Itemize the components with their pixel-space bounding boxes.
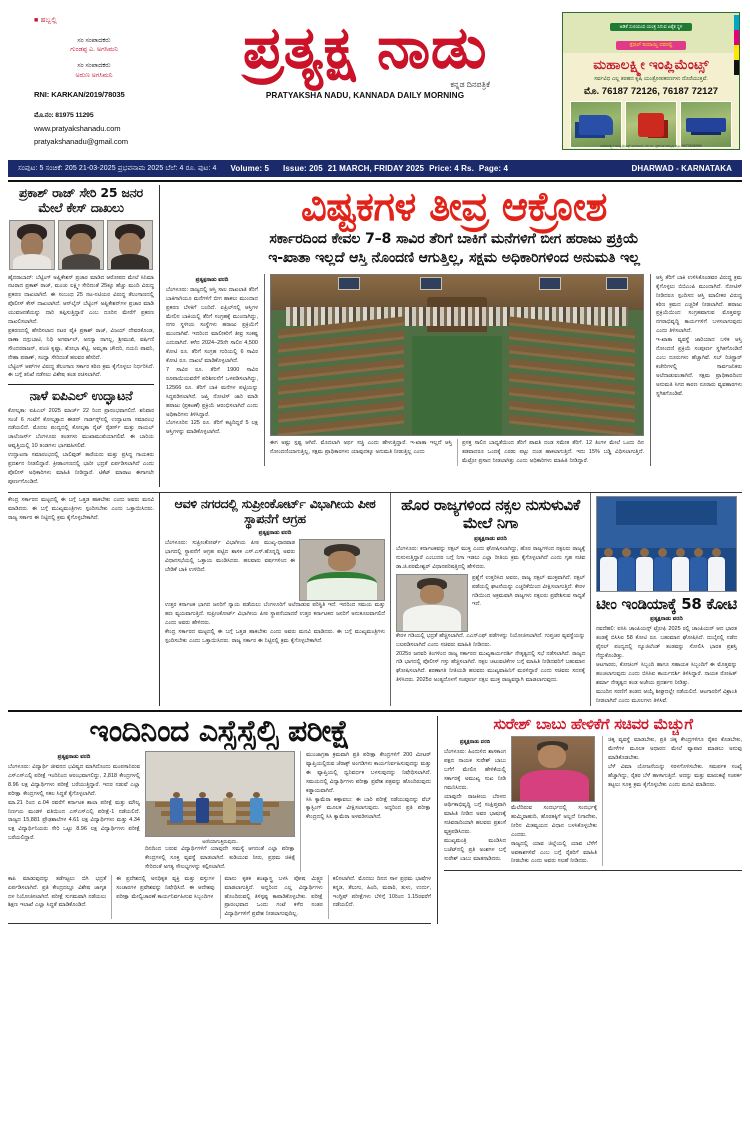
portrait-actor-3 <box>107 220 153 270</box>
lead-body-3: ಬೆಂಗಳೂರಿನ 125 ರೂ. ತೆರಿಗೆ ಕಟ್ಟದಿದ್ದರೆ 5 ಲಕ್ಷ ಆಸ್ತಿಗಳನ್ನು ಮಾಡಿಕೊಳ್ಳಲಾಗಿದೆ. <box>166 420 258 436</box>
masthead-advertisement[interactable] <box>562 12 740 150</box>
lead-right-body-1: ಆಸ್ತಿ ತೆರಿಗೆ ಬಾಕಿ ಉಳಿಸಿಕೊಂಡವರ ವಿರುದ್ಧ ಕ್ರಮ ಕೈಗೊಳ್ಳಲು ಬಿಬಿಎಂಪಿ ಮುಂದಾಗಿದೆ. ನೋಟಿಸ್ ನೀಡಿದರೂ ಸ್ಪಂದಿಸದ ಆಸ್ತಿ ಮಾಲೀಕರ ವಿರುದ್ಧ ಕಠಿಣ ಕ್ರಮದ ಎಚ್ಚರಿಕೆ ನೀಡಲಾಗಿದೆ. ಹರಾಜು ಪ್ರಕ್ರಿಯೆಯಿಂದ ಸಂಗ್ರಹವಾಗುವ ಮೊತ್ತವನ್ನು ನಗರಾಭಿವೃದ್ಧಿ ಕಾರ್ಯಗಳಿಗೆ ಬಳಸಲಾಗುವುದು ಎಂದು ತಿಳಿಸಲಾಗಿದೆ. <box>656 274 742 335</box>
sslc-body-2: ಮಾ.21 ರಿಂದ ಏ.04 ರವರೆಗೆ ಕರ್ನಾಟಕ ಶಾಲಾ ಪರೀಕ್ಷೆ ಮತ್ತು ಮೌಲ್ಯ ನಿರ್ಣಯ ಮಂಡಳಿ ವತಿಯಿಂದ ಎಸ್ಎಸ್ಎಲ್ಸಿ ಪರೀಕ್ಷೆ-1 ನಡೆಯಲಿದೆ. ರಾಜ್ಯದ 15,881 ಪ್ರೌಢಶಾಲೆಗಳ 4.61 ಲಕ್ಷ ವಿದ್ಯಾರ್ಥಿಗಳು ಮತ್ತು 4.34 ಲಕ್ಷ ವಿದ್ಯಾರ್ಥಿನಿಯರು ಸೇರಿ ಒಟ್ಟು 8.96 ಲಕ್ಷ ವಿದ್ಯಾರ್ಥಿಗಳು ಪರೀಕ್ಷೆ ಬರೆಯಲಿದ್ದಾರೆ. <box>8 799 140 842</box>
ad-tagline: ಸರ್ವವಿಧ ಎಲ್ಲ ತರಹದ ಕೃಷಿ ಯಂತ್ರೋಪಕರಣಗಳು ದೊರೆಯುತ್ತವೆ. <box>594 76 708 82</box>
publication-info-bar <box>8 160 742 177</box>
ad-phone-line <box>584 86 718 97</box>
sslc-col-1 <box>8 751 140 872</box>
supreme-court-body-2: ಉತ್ತರ ಕರ್ನಾಟಕ ಭಾಗದ ಜನರಿಗೆ ನ್ಯಾಯ ಪಡೆಯಲು ಬೆಂಗಳೂರಿಗೆ ಅಲೆದಾಡುವ ಪರಿಸ್ಥಿತಿ ಇದೆ. ಇದರಿಂದ ಸಮಯ ಮತ್ತು ಹಣ ವ್ಯಯವಾಗುತ್ತಿದೆ. ಸುಪ್ರೀಂಕೋರ್ಟ್ ವಿಭಾಗೀಯ ಪೀಠ ಸ್ಥಾಪನೆಯಾದರೆ ಉತ್ತರ ಕರ್ನಾಟಕದ ಜನರಿಗೆ ಅನುಕೂಲವಾಗಲಿದೆ ಎಂದು ಅವರು ಹೇಳಿದರು. <box>165 602 385 626</box>
supreme-court-body-1: ಬೆಂಗಳೂರು: ಸುಪ್ರೀಂಕೋರ್ಟ್ ವಿಭಾಗೀಯ ಪೀಠ ಮುಖ್ಯ-ಧಾರವಾಡ ಭಾಗದಲ್ಲಿ ಸ್ಥಾಪನೆಗೆ ಆಗ್ರಹ ಪಟ್ಟಿದ ಶಾಸಕ ಎಸ್.ಎಸ್.ಹೊನ್ನದ್ದಿ ಅವರು ವಿಧಾನಸಭೆಯಲ್ಲಿ ಒತ್ತಾಯ ಮಂಡಿಸಿದರು. ಹಲವಾರು ವರ್ಷಗಳಿಂದ ಈ ಬೇಡಿಕೆ ಬಾಕಿ ಉಳಿದಿದೆ. <box>165 540 295 573</box>
ipl-body-2: ಉದ್ಘಾಟನಾ ಸಮಾರಂಭದಲ್ಲಿ ಬಾಲಿವುಡ್ ತಾರೆಯರು ಮತ್ತು ಪ್ರಸಿದ್ಧ ಗಾಯಕರು ಪ್ರದರ್ಶನ ನೀಡಲಿದ್ದಾರೆ. ಕ್ರೀಡಾಂಗಣದಲ್ಲಿ ಭಾರೀ ಭದ್ರತೆ ಏರ್ಪಡಿಸಲಾಗಿದೆ ಎಂದು ಪೊಲೀಸ್ ಅಧಿಕಾರಿಗಳು ಮಾಹಿತಿ ನೀಡಿದ್ದಾರೆ. ಟಿಕೆಟ್ ಮಾರಾಟ ಈಗಾಗಲೇ ಪೂರ್ಣಗೊಂಡಿದೆ. <box>8 452 154 485</box>
suresh-babu-photo <box>511 736 595 802</box>
sslc-body-7: ಈ ಪ್ರದೇಶದಲ್ಲಿ ಅನಧಿಕೃತ ವ್ಯಕ್ತಿ ಮತ್ತು ವಸ್ತುಗಳ ಸಂಚಾರಗಳ ಪ್ರವೇಶವನ್ನು ನಿಷೇಧಿಸಿದೆ. ಈ ಆದೇಶವು ಪರೀಕ್ಷಾ ಮೇಲ್ವಿಚಾರಣೆ ಕಾರ್ಯನಿರ್ವಹಿಸುವ ಸಿಬ್ಬಂದಿಗಳ <box>111 875 214 920</box>
infobar-page: Page: 4 <box>478 164 509 173</box>
editor-block-1 <box>34 36 168 54</box>
ad-top-strip <box>563 13 739 53</box>
sslc-headline[interactable]: ಇಂದಿನಿಂದ ಎಸ್ಸೆಸ್ಸೆಲ್ಸಿ ಪರೀಕ್ಷೆ <box>89 713 350 749</box>
print-color-bar <box>734 15 739 75</box>
rni-number: RNI: KARKAN/2019/78035 <box>34 89 125 99</box>
editor-name-1: ಗುಂಡಪ್ಪ ಎ. ಅಗಸಿಮನಿ <box>70 46 118 54</box>
suresh-body-5: ರಾಜ್ಯದಲ್ಲಿ ಯಾವ ಜಿಲ್ಲೆಯಲ್ಲಿ ಯಾವ ಬೆಳೆಗೆ ಅವಕಾಶಗಳಿವೆ ಎಂಬ ಬಗ್ಗೆ ರೈತರಿಗೆ ಮಾಹಿತಿ ನೀಡಬೇಕು ಎಂದು ಅವರು ಸಲಹೆ ನೀಡಿದರು. <box>511 840 597 865</box>
sslc-col-3 <box>300 751 431 872</box>
ad-pink-banner: ಸ್ಪೆಷಲ್ ರಿಯಾಯ್ತಿ ದರದಲ್ಲಿ <box>616 41 687 50</box>
main-subhead-line-2: ಇ-ಖಾತಾ ಇಲ್ಲದೆ ಆಸ್ತಿ ನೊಂದಣಿ ಆಗುತ್ತಿಲ್ಲ, ಸಕ್ಷಮ ಅಧಿಕಾರಿಗಳಿಂದ ಅನುಮತಿ ಇಲ್ಲ <box>268 249 640 266</box>
ad-phone-numbers: 76187 72126, 76187 72127 <box>601 86 719 97</box>
left-column-continued <box>8 493 160 706</box>
assembly-session-photo <box>270 274 644 436</box>
lead-col-right <box>650 274 742 466</box>
ad-green-banner: ಅಡಿಕೆ ಸುಲಿಯುವ ಯಂತ್ರ ಸಿಗುವ ಏಕೈಕ ಸ್ಥಳ <box>610 23 693 31</box>
masthead-email[interactable]: pratyakshanadu@gmail.com <box>34 136 128 146</box>
masthead-title-block <box>168 10 562 100</box>
lead-body-1: ಬೆಂಗಳೂರು: ರಾಜ್ಯದಲ್ಲಿ ಆಸ್ತಿ ಸಾಲ ದಾಖಲಾತಿ ತೆರಿಗೆ ಬಾಕಿಗಾಗಿಯೂ ಮನೆಗಳಿಗೆ ಬೀಗ ಹಾಕಲು ಮುಂದಾದ ಪ್ರಕರಣ ಬೆಳಕಿಗೆ ಬಂದಿದೆ. ಏಪ್ರಿಲ್‌ನಲ್ಲಿ ಆಸ್ತಿಗಳ ಮೇಲಿನ ಬಾಕಿಯಲ್ಲಿ ತೆರಿಗೆ ಸಂಗ್ರಹಕ್ಕೆ ಮುಂದಾಗಿದ್ದು, ನಗರ ಸ್ಥಳೀಯ ಸಂಸ್ಥೆಗಳು ಹರಾಜು ಪ್ರಕ್ರಿಯೆಗೆ ಮುಂದಾಗಿವೆ. ಇದರಿಂದ ಮಾಲೀಕರಿಗೆ ತೀವ್ರ ಸಂಕಷ್ಟ ಎದುರಾಗಿದೆ. ಕಳೆದ 2024–25ನೇ ಸಾಲಿನ 4,500 ಕೋಟಿ ರೂ. ತೆರಿಗೆ ಸಂಗ್ರಹ ಗುರಿಯಲ್ಲಿ 6 ಸಾವಿರ ಕೋಟಿ ರೂ. ದಾಖಲೆ ಮಾಡಿಕೊಳ್ಳಲಾಗಿದೆ. <box>166 286 258 365</box>
exam-photo-caption: ಅಣಿಯಾಗುತ್ತಿರುವುದು. <box>202 839 238 846</box>
infobar-date: 21 MARCH, FRIDAY 2025 <box>327 164 425 173</box>
naxal-byline: ಪ್ರತ್ಯಕ್ಷನಾಡು ವರದಿ <box>474 535 507 542</box>
editor-label-1: ಸಂ ಸಂಪಾದಕರು <box>77 37 111 45</box>
masthead-bullet <box>34 16 168 26</box>
naxal-body-2: ಪ್ರಶ್ನೆಗೆ ಉತ್ತರಿಸಿದ ಅವರು, ರಾಜ್ಯ ನಕ್ಸಲ್ ಮುಕ್ತವಾಗಿದೆ. ನಕ್ಸಲ್ ಪಡೆಯಲ್ಲಿ ಘಟನೆಯನ್ನು ಎಚ್ಚರಿಕೆಯಿಂದ ವೀಕ್ಷಿಸಲಾಗುತ್ತಿದೆ. ಕೇರಳ ಗಡಿಯಿಂದ ಅಕ್ರಮವಾಗಿ ರಾಜ್ಯಗಳು ನಕ್ಸಲರು ಪ್ರವೇಶಿಸುವ ಸಾಧ್ಯತೆ ಇದೆ. <box>472 574 585 608</box>
team-india-body-2: ಆಟಗಾರರು, ಕೋಚಿಂಗ್ ಸಿಬ್ಬಂದಿ ಹಾಗೂ ಸಹಾಯಕ ಸಿಬ್ಬಂದಿಗೆ ಈ ಮೊತ್ತವನ್ನು ಹಂಚಲಾಗುವುದು ಎಂದು ಬಿಸಿಸಿಐ ಕಾರ್ಯದರ್ಶಿ ತಿಳಿಸಿದ್ದಾರೆ. ನಾಯಕ ರೋಹಿತ್ ಶರ್ಮಾ ನೇತೃತ್ವದ ತಂಡ ಅಜೇಯ ಪ್ರದರ್ಶನ ನೀಡಿತ್ತು. <box>596 662 737 686</box>
suresh-body-2: ಯಾವುದೇ ರಾಜಕೀಯ ಬೆರಳದ ಆರ್ಥಿಕಾಭಿವೃದ್ಧಿ ಬಗ್ಗೆ ಸಂಕ್ಷಿಪ್ತವಾಗಿ ಮಾಹಿತಿ ನೀಡಿದ ಅವರ ಭಾಷಣಕ್ಕೆ ಸಚಿವರಾದಿಯಾಗಿ ಹಲವರು ಪ್ರಶಂಸೆ ವ್ಯಕ್ತಪಡಿಸಿದರು. <box>444 793 506 836</box>
suresh-col-1 <box>444 736 506 866</box>
lead-story-grid <box>166 274 742 466</box>
suresh-babu-story <box>438 716 742 925</box>
ad-product-trailer <box>680 101 732 148</box>
suresh-col-2 <box>511 736 597 866</box>
main-subhead-line-1: ಸರ್ಕಾರದಿಂದ ಕೇವಲ 7–8 ಸಾವಿರ ತೆರಿಗೆ ಬಾಕಿಗೆ ಮನೆಗಳಿಗೆ ಬೀಗ ಹರಾಜು ಪ್ರಕ್ರಿಯೆ <box>269 230 639 247</box>
ipl-body-1: ಕೋಲ್ಕತಾ: ಐಪಿಎಲ್ 2025 ಮಾರ್ಚ್ 22 ರಿಂದ ಪ್ರಾರಂಭವಾಗಲಿದೆ. ಶನಿವಾರ ಸಂಜೆ 6 ಗಂಟೆಗೆ ಕೋಲ್ಕತ್ತಾದ ಈಡನ್ ಗಾರ್ಡನ್ಸ್‌ನಲ್ಲಿ ಉದ್ಘಾಟನಾ ಸಮಾರಂಭ ನಡೆಯಲಿದೆ. ಮೊದಲ ಪಂದ್ಯದಲ್ಲಿ ಕೋಲ್ಕತಾ ನೈಟ್ ರೈಡರ್ಸ್ ಮತ್ತು ರಾಯಲ್ ಚಾಲೆಂಜರ್ಸ್ ಬೆಂಗಳೂರು ತಂಡಗಳು ಮುಖಾಮುಖಿಯಾಗಲಿವೆ. ಈ ಬಾರಿಯ ಆವೃತ್ತಿಯಲ್ಲಿ 10 ತಂಡಗಳು ಭಾಗವಹಿಸಲಿವೆ. <box>8 407 154 450</box>
sslc-footer-rule <box>8 923 431 924</box>
naxal-story <box>390 493 590 706</box>
infobar-volume: Volume: 5 <box>230 164 270 173</box>
infobar-kannada-info: ಸಂಪುಟ: 5 ಸಂಚಿಕೆ: 205 21-03-2025 ಪ್ರಭವನಾಮ 2025 ಬೆಲೆ: 4 ರೂ. ಪುಟ: 4 <box>18 164 217 172</box>
masthead-left-info <box>8 10 168 148</box>
prakash-raj-body-1: ಹೈದರಾಬಾದ್: ಬೆಟ್ಟಿಂಗ್ ಅಪ್ಲಿಕೇಶನ್ ಪ್ರಚಾರ ಮಾಡಿದ ಆರೋಪದ ಮೇಲೆ ಸಿನಿಮಾ ನಟರಾದ ಪ್ರಕಾಶ್ ರಾಜ್, ಮಂಚು ಲಕ್ಷ್ಮೀ ಸೇರಿದಂತೆ 25ಕ್ಕೂ ಹೆಚ್ಚು ಮಂದಿ ವಿರುದ್ಧ ಪ್ರಕರಣ ದಾಖಲಾಗಿದೆ. ಈ ಸಂಬಂಧ 25 ನಟ-ನಟಿಯರ ವಿರುದ್ಧ ತೆಲಂಗಾಣದಲ್ಲಿ ಪೊಲೀಸ್ ಕೇಸ್ ದಾಖಲಾಗಿದೆ. ಆನ್‌ಲೈನ್ ಬೆಟ್ಟಿಂಗ್ ಅಪ್ಲಿಕೇಶನ್‌ಗಳ ಪ್ರಚಾರ ಮಾಡಿ ಯುವಜನತೆಯನ್ನು ದಾರಿ ತಪ್ಪಿಸುತ್ತಿದ್ದಾರೆ ಎಂಬ ದೂರಿನ ಮೇರೆಗೆ ಪ್ರಕರಣ ದಾಖಲಿಸಲಾಗಿದೆ. <box>8 274 154 326</box>
prakash-raj-headline[interactable]: ಪ್ರಕಾಶ್ ರಾಜ್ ಸೇರಿ 25 ಜನರ ಮೇಲೆ ಕೇಸ್ ದಾಖಲು <box>19 185 143 216</box>
main-column <box>160 185 742 487</box>
naxal-minister-photo <box>396 574 468 632</box>
main-headline[interactable]: ವಿಷ್ಟಕಗಳ ತೀವ್ರ ಆಕ್ರೋಶ <box>301 184 607 230</box>
bottom-content-zone <box>8 710 742 925</box>
sslc-lower-columns <box>8 875 431 920</box>
editor-label-2: ಸಂ ಸಂಪಾದಕರು <box>77 62 111 70</box>
supreme-court-headline[interactable]: ಆವಳಿ ನಗರದಲ್ಲಿ ಸುಪ್ರೀಂಕೋರ್ಟ್ ವಿಭಾಗೀಯ ಪೀಠ ಸ್ಥಾಪನೆಗೆ ಆಗ್ರಹ <box>174 495 376 527</box>
masthead-website[interactable]: www.pratyakshanadu.com <box>34 123 121 133</box>
team-india-photo <box>596 496 737 592</box>
infobar-place: DHARWAD - KARNATAKA <box>631 164 732 173</box>
newspaper-subtitle-kn: ಕನ್ನಡ ದಿನಪತ್ರಿಕೆ <box>450 80 490 90</box>
sslc-byline: ಪ್ರತ್ಯಕ್ಷನಾಡು ವರದಿ <box>57 754 91 761</box>
prakash-raj-photos <box>8 220 154 270</box>
main-subhead <box>166 229 742 271</box>
sslc-body-9: ಕಲಿಸಲಾಗಿದೆ. ಮೊದಲು ದಿನದ ಸಾಳ ಪ್ರಥಮ ಭಾಷೆಗಳ ಕನ್ನಡ, ತೆಲುಗು, ಹಿಂದಿ, ಮರಾಠಿ, ತುಳು, ಉರ್ದು, ಇಂಗ್ಲಿಷ್ ಪರೀಕ್ಷೆಗಳು ಬೆಳಿಗ್ಗೆ 10ರಿಂದ 1.15ರವರೆಗೆ ನಡೆಯಲಿದೆ. <box>328 875 431 920</box>
suresh-body-3: ಮುಖ್ಯಮಂತ್ರಿ ಮಂಡಿಸಿದ ಬಜೆಟ್‌ನಲ್ಲಿ ಪ್ರತಿ ಅಂಶಗಳ ಬಗ್ಗೆ ಸುರೇಶ್ ಬಾಬು ಮಾತನಾಡಿದರು. <box>444 838 506 862</box>
masthead <box>8 6 742 158</box>
prakash-raj-body-2: ಪ್ರಕರಣದಲ್ಲಿ ಹೆಸರಿಸಲಾದ ನಟರ ಪೈಕಿ ಪ್ರಕಾಶ್ ರಾಜ್, ವಿಜಯ್ ದೇವರಕೊಂಡ, ರಾಣಾ ದಗ್ಗುಬಾಟಿ, ನಿಧಿ ಅಗರ್ವಾಲ್, ಅನನ್ಯಾ ನಾಗಲ್ಲ, ಶ್ರೀಮುಖಿ, ವರ್ಷಿಣಿ ಸೌಂದರರಾಜನ್, ಪಂಚಿ ಕೃಷ್ಣಾ, ಶೋಭಾ ಶೆಟ್ಟಿ, ಅಮೃತಾ ಚೌದರಿ, ನಯನಿ ಪಾವನಿ, ನೇಹಾ ಪಠಾಣ್, ಸಂಧ್ಯಾ ಸೇರಿದಂತೆ ಹಲವರ ಹೆಸರಿದೆ. <box>8 327 154 361</box>
suresh-body-7: ಬೆಳೆ ವಿಮಾ ಯೋಜನೆಯನ್ನು ಸರಳಗೊಳಿಸಬೇಕು. ಸಮರ್ಪಕ ಸಂಖ್ಯೆ ಹೆಚ್ಚಾಗಿದ್ದು, ರೈತರ ಬೆಳೆ ಹಾಳಾಗುತ್ತಿದೆ. ಅದನ್ನು ಮತ್ತು ಮಾರುಕಟ್ಟೆ ಸಂಪರ್ಕ ತಟ್ಟಲು ಸೂಕ್ತ ಕ್ರಮ ಕೈಗೊಳ್ಳಬೇಕು ಎಂದು ಮನವಿ ಮಾಡಿದರು. <box>608 763 742 788</box>
exam-hall-photo <box>145 751 295 837</box>
lead-col-1 <box>166 274 258 466</box>
suresh-body-6: ಚಿಕ್ಕ ವ್ಯವಸ್ಥೆ ಮಾಡಬೇಕು, ಪ್ರತಿ ಚಿಕ್ಕ ಕೇಂದ್ರಗಳಿಗೂ ರೈತರ ಕೊಡಬೇಕು, ಮೇಳೆಗಳ ಮೂಲಕ ಅಧಾರದ ಮೇಲೆ ವ್ಯಾಪಾರ ಮಾಡಲು ಅನುವು ಮಾಡಿಕೊಡಬೇಕು. <box>608 737 742 761</box>
ad-business-name: ಮಹಾಲಕ್ಷ್ಮೀ ಇಂಪ್ಲಿಮೆಂಟ್ಸ್ <box>593 57 709 72</box>
editor-block-2 <box>34 61 168 79</box>
sslc-body-8: ಮಾನು ಕೃತಕ ಶಂಖ್ಯಾಸ್ತ್ರ ಬಳಸಿ ಪೋಷ ಮಿತ್ರ್ಯರ ಮಾಡಲಾಗುತ್ತಿದೆ. ಅದ್ದರಿಂದ ಎಲ್ಲ ವಿದ್ಯಾರ್ಥಿಗಳು ಹೊಂದಿರುವಲ್ಲಿ ತಿಳಿಸ್ಪಷ್ಟ ಕಾಪಾಡಿಕೊಳ್ಳಬೇಕು. ಪರೀಕ್ಷೆ ಪ್ರಾರಂಭವಾದ ಒಂದು ಗಂಟೆ ಕಳೆದ ನಂತರ ವಿದ್ಯಾರ್ಥಿಗಳಿಗೆ ಪ್ರವೇಶ ನೀಡಲಾಗುವುದಿಲ್ಲ. <box>220 875 323 920</box>
team-india-body-1: ನವದೆಹಲಿ: ಐಸಿಸಿ ಚಾಂಪಿಯನ್ಸ್ ಟ್ರೋಫಿ 2025 ರಲ್ಲಿ ಚಾಂಪಿಯನ್ ಆದ ಭಾರತ ತಂಡಕ್ಕೆ ಬಿಸಿಸಿಐ 58 ಕೋಟಿ ರೂ. ಬಹುಮಾನ ಘೋಷಿಸಿದೆ. ದುಬೈನಲ್ಲಿ ನಡೆದ ಫೈನಲ್ ಪಂದ್ಯದಲ್ಲಿ ನ್ಯೂಜಿಲೆಂಡ್ ತಂಡವನ್ನು ಸೋಲಿಸಿ ಭಾರತ ಪ್ರಶಸ್ತಿ ಗೆದ್ದುಕೊಂಡಿತ್ತು. <box>596 626 737 660</box>
sslc-col-photo <box>145 751 295 872</box>
lead-byline: ಪ್ರತ್ಯಕ್ಷನಾಡು ವರದಿ <box>195 276 229 283</box>
lead-right-body-2: ಇ-ಖಾತಾ ವ್ಯವಸ್ಥೆ ಜಾರಿಯಾದ ಬಳಿಕ ಆಸ್ತಿ ನೋಂದಣಿ ಪ್ರಕ್ರಿಯೆ ಸಂಪೂರ್ಣ ಸ್ಥಗಿತಗೊಂಡಿದೆ ಎಂಬ ದೂರುಗಳು ಹೆಚ್ಚಾಗಿವೆ. ಸಬ್ ರಿಜಿಸ್ಟ್ರಾರ್ ಕಚೇರಿಗಳಲ್ಲಿ ಸಾರ್ವಜನಿಕರು ಅಲೆದಾಡುವಂತಾಗಿದೆ. ಸಕ್ಷಮ ಪ್ರಾಧಿಕಾರದಿಂದ ಅನುಮತಿ ಸಿಗದ ಕಾರಣ ನೂರಾರು ವ್ಯವಹಾರಗಳು ಸ್ಥಗಿತಗೊಂಡಿವೆ. <box>656 337 742 397</box>
ad-phone-label: ಮೊ. <box>583 86 600 97</box>
suresh-body-1: ಬೆಂಗಳೂರು: ಹಿಂದುಳಿದ ಶಾಸಕಾಂಗ ಪಕ್ಷದ ನಾಯಕ ಸುರೇಶ್ ಬಾಬು ಬಗೆಗೆ ಮೇಲಿನ ಹೇಳಿಕೆಯಲ್ಲಿ ಸರ್ಕಾರಕ್ಕೆ ಅಮುಖ್ಯ ಸುಖ ನೀಡಿ ಗಮನಿಸಿದರು. <box>444 749 506 791</box>
newspaper-subtitle-en: PRATYAKSHA NADU, KANNADA DAILY MORNING <box>265 91 465 101</box>
naxal-headline[interactable]: ಹೊರ ರಾಜ್ಯಗಳಿಂದ ನಕ್ಸಲ ನುಸುಳುವಿಕೆ ಮೇಲೆ ನಿಗಾ <box>401 495 580 533</box>
portrait-actor-1 <box>9 220 55 270</box>
portrait-prakash-raj <box>58 220 104 270</box>
suresh-footer-rule <box>444 870 742 871</box>
supreme-court-photo <box>299 539 385 601</box>
ad-product-photos <box>570 101 732 148</box>
sslc-body-3: ದಿನದಿಂದ ಬರುವ ವಿದ್ಯಾರ್ಥಿಗಳಿಗೆ ಯಾವುದೇ ಸಮಸ್ಯೆ ಆಗದಂತೆ ಎಲ್ಲಾ ಪರೀಕ್ಷಾ ಕೇಂದ್ರಗಳಲ್ಲಿ ಸೂಕ್ತ ವ್ಯವಸ್ಥೆ ಮಾಡಲಾಗಿದೆ. ಕುಡಿಯುವ ನೀರು, ಪ್ರಥಮ ಚಿಕಿತ್ಸೆ ಸೇರಿದಂತೆ ಅಗತ್ಯ ಸೌಲಭ್ಯಗಳನ್ನು ಕಲ್ಪಿಸಲಾಗಿದೆ. <box>145 846 295 870</box>
naxal-body-4: 2025ರ ಜನವರಿ ತಿಂಗಳಿಂದ ರಾಜ್ಯ ಸರ್ಕಾರದ ಮುಖ್ಯಕಾರ್ಯದರ್ಶಿ ನೇತೃತ್ವದಲ್ಲಿ ಸಭೆ ನಡೆಸಲಾಗಿದೆ. ರಾಜ್ಯದ ಗಡಿ ಭಾಗದಲ್ಲಿ ಪೊಲೀಸ್ ಗಸ್ತು ಹೆಚ್ಚಿಸಲಾಗಿದೆ. ನಕ್ಸಲ ಚಟುವಟಿಕೆಗಳ ಬಗ್ಗೆ ಮಾಹಿತಿ ನೀಡಿದವರಿಗೆ ಬಹುಮಾನ ಘೋಷಿಸಲಾಗಿದೆ. ಶರಣಾಗತಿ ನೀತಿಯಡಿ ಹಲವರು ಮುಖ್ಯವಾಹಿನಿಗೆ ಮರಳಿದ್ದಾರೆ ಎಂದು ಸಚಿವರು ಸದನಕ್ಕೆ ತಿಳಿಸಿದರು. 2025ರ ಅಂತ್ಯದೊಳಗೆ ಸಂಪೂರ್ಣ ನಕ್ಸಲ ಮುಕ್ತ ರಾಜ್ಯವನ್ನಾಗಿ ಮಾಡಲಾಗುವುದು. <box>396 650 585 684</box>
suresh-body-4: ಮೆಲೆದಿರುವ ಸಂದರ್ಭದಲ್ಲಿ ಸಂದರ್ಭಕ್ಕೆ ಹುಮ್ಮಿರಾಹುದಿ, ಹೊರತಕ್ಕಿಗೆ ಅಲ್ಲದೆ ನಿಗಾದೇಕು, ನೀರಿನ ಮಿತವ್ಯಯದ ವಿಧಾನ ಬಳಸಿಕೊಳ್ಳಬೇಕು ಎಂದರು. <box>511 805 597 838</box>
bullet-dot: ■ <box>34 17 41 24</box>
infobar-issue: Issue: 205 <box>283 164 323 173</box>
masthead-bottom-rule <box>8 180 742 182</box>
sslc-body-5: ಸಿಸಿ ಕ್ಯಾಮೆರಾ ಕಣ್ಗಾವಲು: ಈ ಬಾರಿ ಪರೀಕ್ಷೆ ನಡೆಯುವುದನ್ನು ವೆಬ್ ಕ್ಯಾಸ್ಟಿಂಗ್ ಮೂಲಕ ವೀಕ್ಷಿಸಲಾಗುವುದು. ಅದ್ದರಿಂದ ಪ್ರತಿ ಪರೀಕ್ಷಾ ಕೇಂದ್ರದಲ್ಲಿ ಸಿಸಿ ಕ್ಯಾಮೆರಾ ಅಳವಡಿಸಲಾಗಿದೆ. <box>306 796 431 821</box>
sslc-body-6: ಕಾಪಿ ಮಾಡುವುದನ್ನು ತಡೆಗಟ್ಟಲು ಬಿಗಿ ಭದ್ರತೆ ಏರ್ಪಡಿಸಲಾಗಿದೆ. ಪ್ರತಿ ಕೇಂದ್ರದಲ್ಲೂ ವಿಶೇಷ ಜಾಗೃತ ದಳ ನಿಯೋಜಿಸಲಾಗಿದೆ. ಪರೀಕ್ಷೆ ಸುಗಮವಾಗಿ ನಡೆಯಲು ಶಿಕ್ಷಣ ಇಲಾಖೆ ಎಲ್ಲಾ ಸಿದ್ಧತೆ ಮಾಡಿಕೊಂಡಿದೆ. <box>8 875 107 909</box>
supreme-court-body-3: ಕೇಂದ್ರ ಸರ್ಕಾರದ ಮಟ್ಟದಲ್ಲಿ ಈ ಬಗ್ಗೆ ಒತ್ತಡ ಹಾಕಬೇಕು ಎಂದು ಅವರು ಮನವಿ ಮಾಡಿದರು. ಈ ಬಗ್ಗೆ ಮುಖ್ಯಮಂತ್ರಿಗಳು ಸ್ಪಂದಿಸಬೇಕು ಎಂದು ಒತ್ತಾಯಿಸಿದರು. ರಾಜ್ಯ ಸರ್ಕಾರ ಈ ನಿಟ್ಟಿನಲ್ಲಿ ಕ್ರಮ ಕೈಗೊಳ್ಳಬೇಕಾಗಿದೆ. <box>165 628 385 644</box>
prakash-raj-body-3: ಬೆಟ್ಟಿಂಗ್ ಆಪ್‌ಗಳ ವಿರುದ್ಧ ತೆಲಂಗಾಣ ಸರ್ಕಾರ ಕಠಿಣ ಕ್ರಮ ಕೈಗೊಳ್ಳಲು ನಿರ್ಧರಿಸಿದೆ. ಈ ಬಗ್ಗೆ ತನಿಖೆ ನಡೆಸಲು ವಿಶೇಷ ತಂಡ ರಚಿಸಲಾಗಿದೆ. <box>8 363 154 379</box>
top-content-zone <box>8 185 742 487</box>
masthead-phone: ಮೊ.ನಂ: 81975 11295 <box>34 111 94 119</box>
naxal-body-3: ಕೇರಳ ಗಡಿಯಲ್ಲಿ ಭದ್ರತೆ ಹೆಚ್ಚಿಸಲಾಗಿದೆ. ಎಎನ್ಎಫ್ ಪಡೆಗಳನ್ನು ನಿಯೋಜಿಸಲಾಗಿದೆ. ಗುಪ್ತಚರ ವ್ಯವಸ್ಥೆಯನ್ನು ಬಲಪಡಿಸಲಾಗಿದೆ ಎಂದು ಸಚಿವರು ಮಾಹಿತಿ ನೀಡಿದರು. <box>396 632 585 648</box>
newspaper-title: ಪ್ರತ್ಯಕ್ಷ ನಾಡು <box>242 13 488 81</box>
left-col-filler: ಕೇಂದ್ರ ಸರ್ಕಾರದ ಮಟ್ಟದಲ್ಲಿ ಈ ಬಗ್ಗೆ ಒತ್ತಡ ಹಾಕಬೇಕು ಎಂದು ಅವರು ಮನವಿ ಮಾಡಿದರು. ಈ ಬಗ್ಗೆ ಮುಖ್ಯಮಂತ್ರಿಗಳು ಸ್ಪಂದಿಸಬೇಕು ಎಂದು ಒತ್ತಾಯಿಸಿದರು. ರಾಜ್ಯ ಸರ್ಕಾರ ಈ ನಿಟ್ಟಿನಲ್ಲಿ ಕ್ರಮ ಕೈಗೊಳ್ಳಬೇಕಾಗಿದೆ. <box>8 496 154 521</box>
lead-photo-caption-right: ಪ್ರಸಕ್ತ ಸಾಲಿನ ಬಾಧ್ಯತೆಯಿಂದ ತೆರಿಗೆ ಪಾವತಿ ದಂಡ ಸಮೇತ ತೆರಿಗೆ. 12 ತಿಂಗಳ ಮೇಲೆ ಒಂದು ದಿನ ತಡವಾದರೂ ಒಂದಕ್ಕೆ ಎರಡು ಪಟ್ಟು ದಂಡ ಹಾಕಲಾಗುತ್ತಿದೆ. ಇದು 15% ಬಡ್ಡಿ ವಿಧಿಸಲಾಗುತ್ತಿದೆ. ಮೆಟ್ರೋ ಪ್ರಸಾದ ನೀಡಲಾಗಿತ್ತು ಎಂದು ಅಧಿಕಾರಿಗಳು ಮಾಹಿತಿ ನೀಡಿದ್ದಾರೆ. <box>457 439 644 466</box>
left-column <box>8 185 160 487</box>
team-india-byline: ಪ್ರತ್ಯಕ್ಷನಾಡು ವರದಿ <box>650 616 683 623</box>
ipl-headline[interactable]: ನಾಳೆ ಐಪಿಎಲ್ ಉದ್ಘಾಟನೆ <box>29 388 133 404</box>
sslc-story <box>8 713 438 925</box>
bullet-text: ಹಬ್ಬಲ್ಲಿ <box>40 17 57 24</box>
ad-product-rotavator <box>625 101 677 148</box>
sslc-body-1: ಬೆಂಗಳೂರು: ವಿದ್ಯಾರ್ಥಿ ಜೀವನದ ಭವಿಷ್ಯದ ಮಾಗಿದೊಂದು ಮಂಪಸಾನಿರುವ ಎಸ್ಎಸ್ಎಲ್ಸಿ ಪರೀಕ್ಷೆ ಇಂದಿನಿಂದ ಆರಂಭವಾಗಲಿದ್ದು, 2,818 ಕೇಂದ್ರಗಳಲ್ಲಿ 8.96 ಲಕ್ಷ ವಿದ್ಯಾರ್ಥಿಗಳು ಪರೀಕ್ಷೆ ಬರೆಯುತ್ತಿದ್ದಾರೆ. ಇದರ ನಡುವೆ ಎಲ್ಲಾ ಪರೀಕ್ಷಾ ಕೇಂದ್ರಗಳಲ್ಲಿ ಸಕಲ ಸಿದ್ಧತೆ ಕೈಗೊಳ್ಳಲಾಗಿದೆ. <box>8 764 140 797</box>
team-india-story <box>590 493 742 706</box>
lead-body-2: 7 ಸಾವಿರ ರೂ. ತೆರಿಗೆ 1900 ಸಾವಿರ ರೂಪಾಯಿಯವರೆಗೆ ಪರಿಶೀಲನೆಗೆ ಒಳಪಡಿಸಲಾಗಿದ್ದು, 12566 ರೂ. ತೆರಿಗೆ ಬಾಕಿ ಮನೆಗಳ ಪಟ್ಟಿಯನ್ನು ಸಿದ್ಧಪಡಿಸಲಾಗಿದೆ. ಜಪ್ತಿ ನೋಟಿಸ್ ಜಾರಿ ಮಾಡಿ ಹರಾಜು (ಪ್ರಕಟಣೆ) ಪ್ರಕ್ರಿಯೆ ಆರಂಭಿಸಲಾಗಿದೆ ಎಂದು ಅಧಿಕಾರಿಗಳು ತಿಳಿಸಿದ್ದಾರೆ. <box>166 367 258 418</box>
infobar-price: Price: 4 Rs. <box>429 164 474 173</box>
editor-name-2: ಅರುಣ ಅಗಸಿಮನಿ <box>75 71 113 79</box>
lead-col-photo <box>264 274 644 466</box>
sslc-body-4: ಮುಂಜಾಗ್ರತಾ ಕ್ರಮವಾಗಿ ಪ್ರತಿ ಪರೀಕ್ಷಾ ಕೇಂದ್ರಗಳಿಗೆ 200 ಮೀಟರ್ ವ್ಯಾಪ್ತಿಯಲ್ಲಿರುವ ಜೆರಾಕ್ಸ್ ಅಂಗಡಿಗಳು ಕಾರ್ಯನಿರ್ವಹಿಸುವುದನ್ನು ಮತ್ತು ಈ ವ್ಯಾಪ್ತಿಯಲ್ಲಿ ಧ್ವನಿವರ್ಧಕ ಬಳಸುವುದನ್ನು ನಿಷೇಧಿಸಲಾಗಿದೆ. ಸಮಯದಲ್ಲಿ ವಿದ್ಯಾರ್ಥಿಗಳು ಪರೀಕ್ಷಾ ಪ್ರವೇಶ ಪತ್ರವನ್ನು ಹೊಂದಿರುವುದು ಕಡ್ಡಾಯವಾಗಿದೆ. <box>306 752 431 794</box>
team-india-body-3: ಮುಂದಿನ ಸರಣಿಗೆ ತಂಡದ ಆಯ್ಕೆ ಶೀಘ್ರದಲ್ಲೇ ನಡೆಯಲಿದೆ. ಆಟಗಾರರಿಗೆ ವಿಶ್ರಾಂತಿ ನೀಡಲಾಗಿದೆ ಎಂದು ಮೂಲಗಳು ತಿಳಿಸಿವೆ. <box>596 688 737 704</box>
naxal-body-1: ಬೆಂಗಳೂರು: ಕರ್ನಾಟಕವನ್ನು ನಕ್ಸಲ್ ಮುಕ್ತ ಎಂದು ಘೋಷಿಸಲಾಗಿದ್ದು, ಹೊರ ರಾಜ್ಯಗಳಿಂದ ನಕ್ಸಲರು ರಾಜ್ಯಕ್ಕೆ ನುಸುಳುತ್ತಿದ್ದಾರೆ ಎಂಬುದರ ಬಗ್ಗೆ ನಿಗಾ ಇಡಲು ಎಲ್ಲಾ ರೀತಿಯ ಕ್ರಮ ಕೈಗೊಳ್ಳಲಾಗಿದೆ ಎಂದು ಗೃಹ ಸಚಿವ ಡಾ.ಜಿ.ಪರಮೇಶ್ವರ್ ವಿಧಾನಪರಿಷತ್ತಿನಲ್ಲಿ ಹೇಳಿದರು. <box>396 545 585 570</box>
ad-footer-address: ಮಹಾಲಕ್ಷ್ಮೀ ಇಂಪ್ಲಿಮೆಂಟ್ಸ್ ಧಾರವಾಡ, ಶಿರ ಸಂ. ಪ್ರಶಾಂತ ಹುಬ್ಬಳ್ಳಿ ಮೊ: 9972636999 <box>600 144 702 148</box>
team-india-headline[interactable]: ಟೀಂ ಇಂಡಿಯಾಕ್ಕೆ 58 ಕೋಟಿ <box>596 594 737 613</box>
ad-product-plough <box>570 101 622 148</box>
suresh-col-3 <box>602 736 742 866</box>
suresh-babu-headline[interactable]: ಸುರೇಶ್ ಬಾಬು ಹೇಳಿಕೆಗೆ ಸಚಿವರ ಮೆಚ್ಚುಗೆ <box>493 714 693 733</box>
supreme-court-byline: ಪ್ರತ್ಯಕ್ಷನಾಡು ವರದಿ <box>258 530 292 536</box>
supreme-court-story <box>160 493 390 706</box>
lead-photo-caption-left: ಈಗ ಅಷ್ಟು ಸ್ಪಷ್ಟ ಆಗಿದೆ. ಮೊದಲಾಗಿ ಅರ್ಥ ಸಚ್ಚಿ ಎಂದು ಹೇಳುತ್ತಿದ್ದಾರೆ. ಇ-ಖಾತಾ ಇಲ್ಲದೆ ಆಸ್ತಿ ನೋಂದಣಿಯಾಗುತ್ತಿಲ್ಲ, ಸಕ್ಷಮ ಪ್ರಾಧಿಕಾರಗಳು ಯಾವುದಕ್ಕೂ ಅನುಮತಿ ನೀಡುತ್ತಿಲ್ಲ ಎಂದು <box>270 439 452 455</box>
suresh-babu-byline: ಪ್ರತ್ಯಕ್ಷನಾಡು ವರದಿ <box>459 739 491 746</box>
secondary-stories-band <box>8 492 742 706</box>
